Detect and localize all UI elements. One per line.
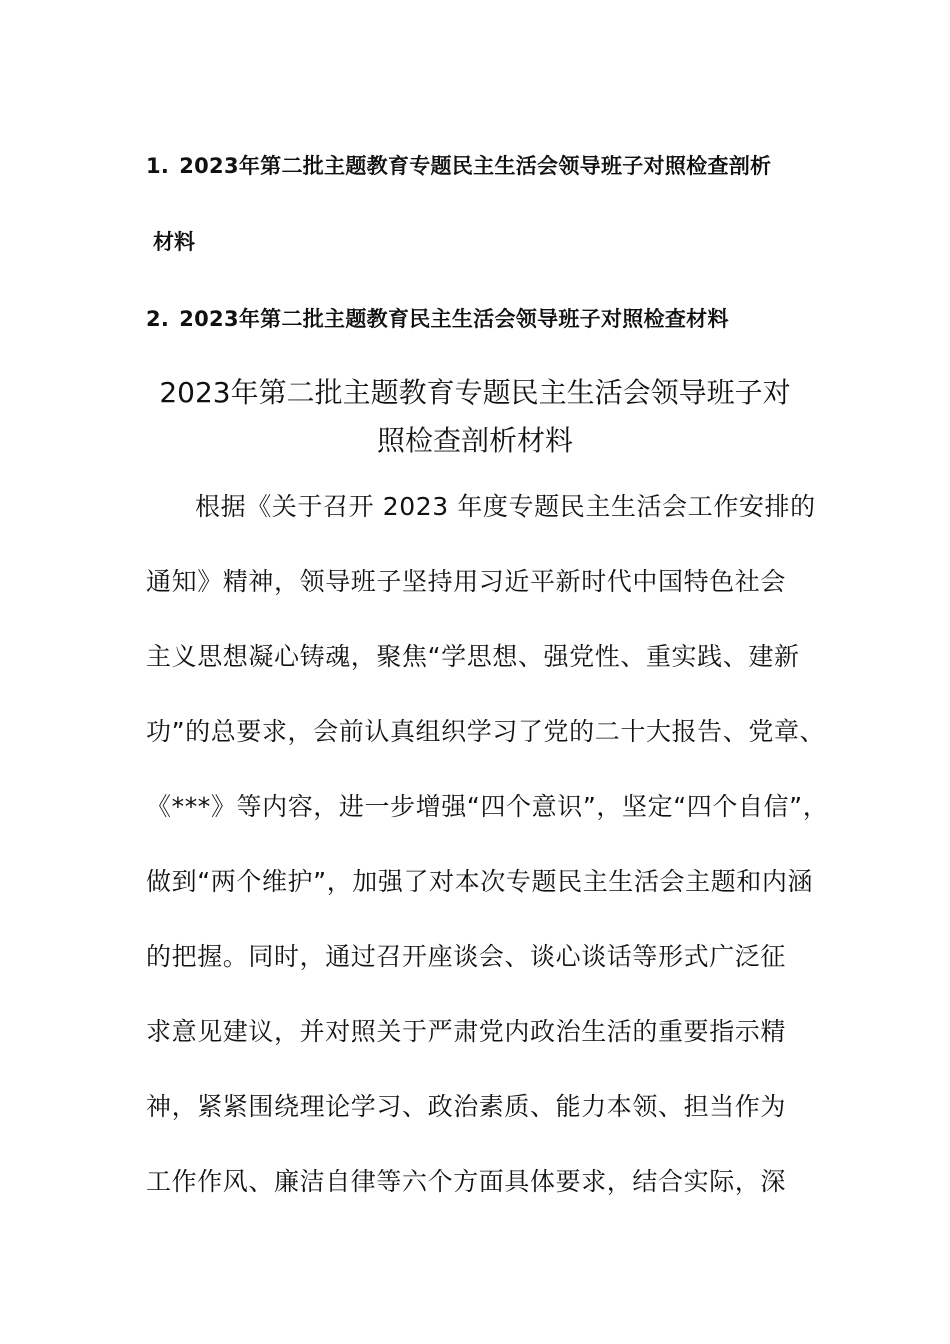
toc-item-1-continuation[interactable]: 材料 [153, 230, 195, 254]
body-paragraph-line: 神，紧紧围绕理论学习、政治素质、能力本领、担当作为 [146, 1092, 787, 1121]
body-paragraph-line: 功”的总要求，会前认真组织学习了党的二十大报告、党章、 [146, 717, 826, 746]
document-title-line-2: 照检查剖析材料 [376, 424, 573, 457]
body-paragraph-line: 根据《关于召开 2023 年度专题民主生活会工作安排的 [195, 492, 816, 521]
body-paragraph-line: 《***》等内容，进一步增强“四个意识”，坚定“四个自信”， [146, 792, 829, 821]
toc-item-number: 2. [146, 307, 170, 331]
document-title-line-1: 2023年第二批主题教育专题民主生活会领导班子对 [159, 376, 791, 409]
toc-item-1[interactable] [146, 150, 771, 180]
body-paragraph-line: 工作作风、廉洁自律等六个方面具体要求，结合实际，深 [146, 1167, 787, 1196]
toc-item-number: 1. [146, 154, 170, 178]
body-paragraph-line: 通知》精神，领导班子坚持用习近平新时代中国特色社会 [146, 567, 787, 596]
body-paragraph-line: 做到“两个维护”，加强了对本次专题民主生活会主题和内涵 [146, 867, 814, 896]
body-paragraph-line: 主义思想凝心铸魂，聚焦“学思想、强党性、重实践、建新 [146, 642, 800, 671]
toc-item-title: 2023年第二批主题教育民主生活会领导班子对照检查材料 [179, 307, 729, 331]
toc-item-title: 2023年第二批主题教育专题民主生活会领导班子对照检查剖析 [179, 154, 772, 178]
toc-item-2[interactable] [146, 303, 729, 333]
body-paragraph-line: 求意见建议，并对照关于严肃党内政治生活的重要指示精 [146, 1017, 787, 1046]
body-paragraph-line: 的把握。同时，通过召开座谈会、谈心谈话等形式广泛征 [146, 942, 787, 971]
